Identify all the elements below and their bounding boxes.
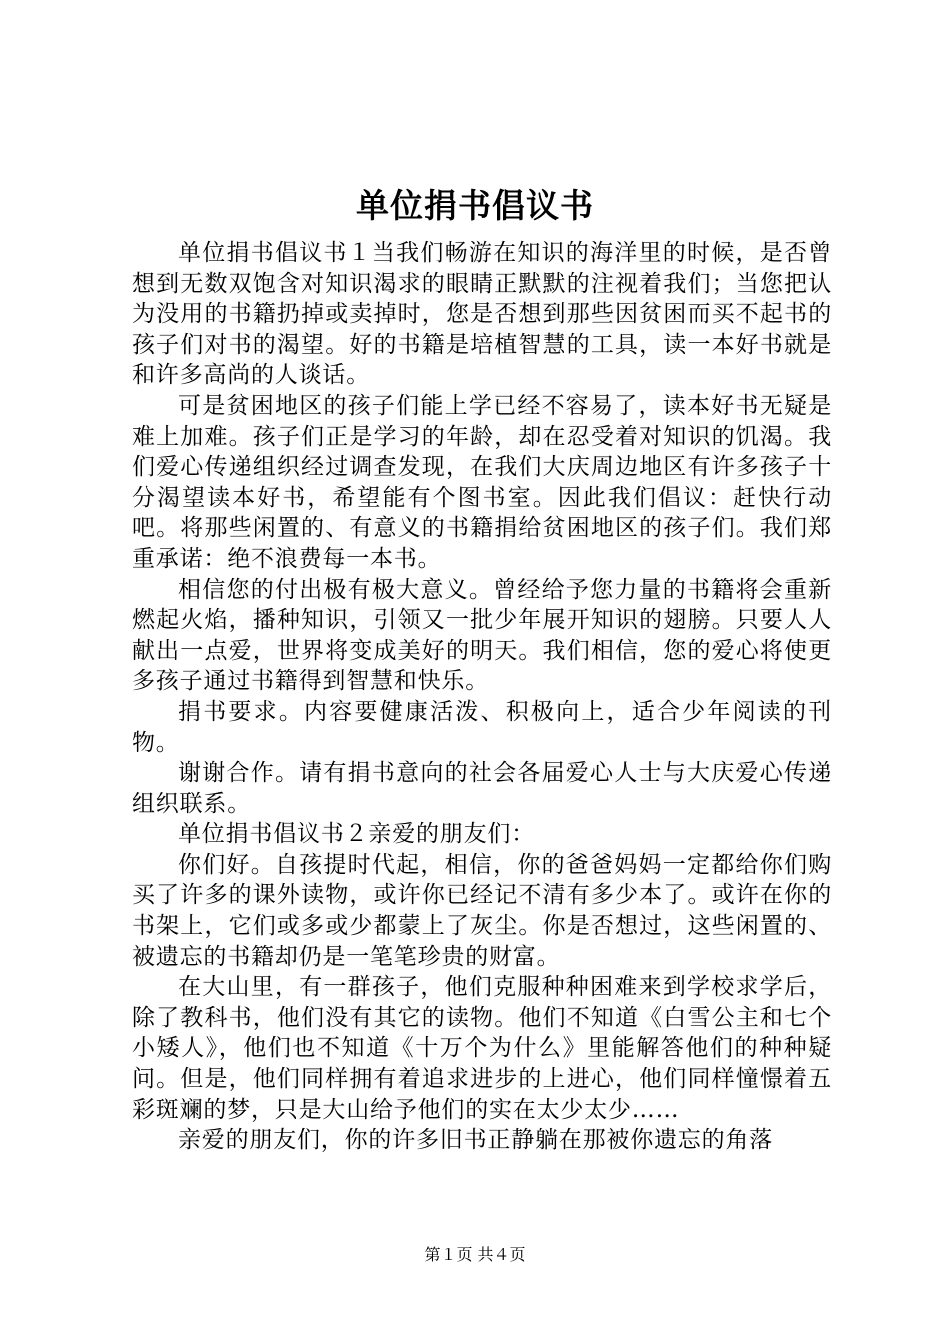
page-footer: 第１页 共４页 [424,1245,526,1264]
document-title: 单位捐书倡议书 [356,186,594,225]
paragraph: 单位捐书倡议书１当我们畅游在知识的海洋里的时候，是否曾想到无数双饱含对知识渴求的眼睛正默默的注视着我们；当您把认为没用的书籍扔掉或卖掉时，您是否想到那些因贫困而买不起书的孩子们对书的渴望。好的书籍是培植智慧的工具，读一本好书就是和许多高尚的人谈话。 [132,240,832,389]
paragraph: 相信您的付出极有极大意义。曾经给予您力量的书籍将会重新燃起火焰，播种知识，引领又一批少年展开知识的翅膀。只要人人献出一点爱，世界将变成美好的明天。我们相信，您的爱心将使更多孩子通过书籍得到智慧和快乐。 [132,576,832,695]
paragraph: 单位捐书倡议书２亲爱的朋友们： [178,821,535,848]
paragraph: 谢谢合作。请有捐书意向的社会各届爱心人士与大庆爱心传递组织联系。 [132,760,832,817]
paragraph: 亲爱的朋友们，你的许多旧书正静躺在那被你遗忘的角落 [178,1127,773,1154]
paragraph: 你们好。自孩提时代起，相信，你的爸爸妈妈一定都给你们购买了许多的课外读物，或许你已经记不清有多少本了。或许在你的书架上，它们或多或少都蒙上了灰尘。你是否想过，这些闲置的、被遗忘的书籍却仍是一笔笔珍贵的财富。 [132,851,832,970]
paragraph: 捐书要求。内容要健康活泼、积极向上，适合少年阅读的刊物。 [132,698,832,756]
document-body [132,238,832,1156]
paragraph: 在大山里，有一群孩子，他们克服种种困难来到学校求学后，除了教科书，他们没有其它的读物。他们不知道《白雪公主和七个小矮人》，他们也不知道《十万个为什么》里能解答他们的种种疑问。但是，他们同样拥有着追求进步的上进心，他们同样憧憬着五彩斑斓的梦，只是大山给予他们的实在太少太少…… [132,974,832,1123]
paragraph: 可是贫困地区的孩子们能上学已经不容易了，读本好书无疑是难上加难。孩子们正是学习的年龄，却在忍受着对知识的饥渴。我们爱心传递组织经过调查发现，在我们大庆周边地区有许多孩子十分渴望读本好书，希望能有个图书室。因此我们倡议：赶快行动吧。将那些闲置的、有意义的书籍捐给贫困地区的孩子们。我们郑重承诺：绝不浪费每一本书。 [132,392,832,572]
